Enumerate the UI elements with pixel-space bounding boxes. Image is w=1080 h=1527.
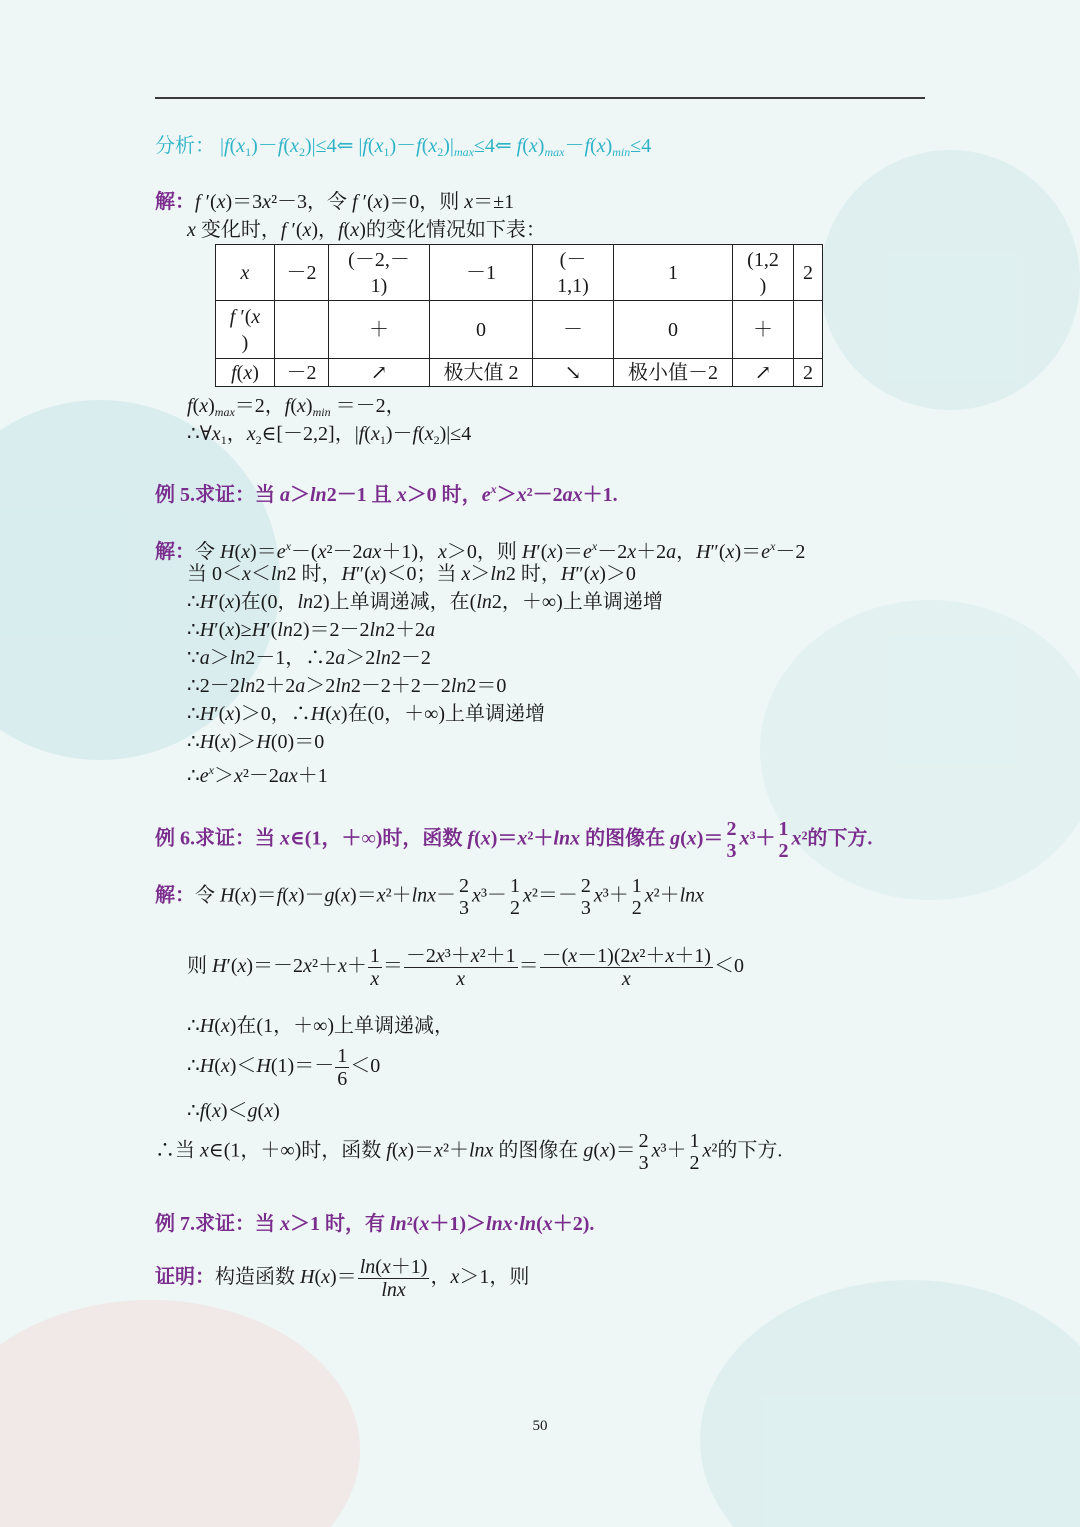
table-cell: 0 xyxy=(430,301,533,359)
table-cell xyxy=(794,301,823,359)
ex5-line7: ∴H′(x)＞0，∴H(x)在(0，＋∞)上单调递增 xyxy=(187,703,546,725)
table-cell: －1 xyxy=(430,245,533,301)
analysis-label: 分析： xyxy=(155,135,215,157)
table-cell: 极大值 2 xyxy=(430,359,533,387)
page-number: 50 xyxy=(532,1418,548,1434)
ex5-line6: ∴2－2ln2＋2a＞2ln2－2＋2－2ln2＝0 xyxy=(187,675,507,697)
table-cell: 1 xyxy=(614,245,733,301)
table-cell: －2 xyxy=(275,245,329,301)
ex5-line1: 解：令 $H(x)=e^x-(x^2-2ax+1)$，x＞0，则 $H'(x)=e^x-2x+2a$，$H''(x)=e^x-2$ xyxy=(155,539,806,563)
ex6-line3: ∴H(x)在(1，＋∞)上单调递减， xyxy=(187,1015,454,1037)
sol4-line4: $\therefore\forall x_1$，$x_2\in[-2,2]$，$|f(x_1)-f(x_2)|\le 4$ xyxy=(187,423,472,447)
analysis-text: $|f(x_1)-f(x_2)|\le 4⇐$ $|f(x_1)-f(x_2)|_{max}\le 4⇐$ $f(x)_{max}-f(x)_{min}\le 4$ xyxy=(220,135,652,159)
ex5-line2: 当 0＜x＜ln2 时，H″(x)＜0；当 x＞ln2 时，H″(x)＞0 xyxy=(187,563,636,585)
table-cell: ＋ xyxy=(329,301,430,359)
table-cell: ↗ xyxy=(733,359,794,387)
table-cell xyxy=(275,301,329,359)
ex5-line4: ∴H′(x)≥H′(ln2)＝2－2ln2＋2a xyxy=(187,619,436,641)
ex6-line2: 则 H′(x)＝－2x²＋x＋ $\frac{1}{x}$ ＝ $\frac{\text{－2x³＋x²＋1}}{x}$ ＝ $\frac{\text{－(x－1)(2x²＋x＋1)}}{x}$ ＜0 xyxy=(187,945,744,990)
table-cell: ↘ xyxy=(533,359,614,387)
ex5-line5: ∵a＞ln2－1，∴2a＞2ln2－2 xyxy=(187,647,431,669)
table-row xyxy=(216,359,823,387)
table-cell: x xyxy=(216,245,275,301)
header-rule xyxy=(155,97,925,99)
table-cell: ↗ xyxy=(329,359,430,387)
ex6-line1: 解：令 H(x)＝f(x)－g(x)＝x²＋lnx－ 2 3 x³－ 1 2 x²＝－ 2 3 x³＋ 1 2 x²＋lnx xyxy=(155,875,705,919)
table-cell: (1,2 ) xyxy=(733,245,794,301)
table-row xyxy=(216,301,823,359)
ex6-line4: ∴H(x)＜H(1)＝－ $\frac{1}{6}$ ＜0 xyxy=(187,1045,381,1090)
sol4-line2: x 变化时，f ′(x)，f(x)的变化情况如下表： xyxy=(187,219,546,241)
ex5-line9: $\therefore e^x>x^2-2ax+1$ xyxy=(187,763,328,787)
ex5-line3: ∴H′(x)在(0，ln2)上单调递减，在(ln2，＋∞)上单调递增 xyxy=(187,591,663,613)
ex5-title: 例 5.求证：当 a＞ln2－1 且 x＞0 时，$e^x>x^2-2ax+1$. xyxy=(155,482,618,506)
sol4-line3: $f(x)_{max}=2$，$f(x)_{min} =-2$， xyxy=(187,395,406,419)
table-cell: 2 xyxy=(794,359,823,387)
table-cell: 0 xyxy=(614,301,733,359)
table-cell: (－2,－ 1) xyxy=(329,245,430,301)
ex7-line1: 证明：构造函数 H(x)＝ $\frac{\ln(x+1)}{\ln x}$ ，x＞1，则 xyxy=(155,1256,530,1301)
table-cell: －2 xyxy=(275,359,329,387)
table-row xyxy=(216,245,823,301)
ex6-title: 例 6.求证：当 x∈(1，＋∞)时，函数 f(x)＝x²＋lnx 的图像在 g(x)＝ 2 3 x³＋ 1 2 x²的下方. xyxy=(155,818,873,862)
table-cell: ＋ xyxy=(733,301,794,359)
table-cell: － xyxy=(533,301,614,359)
ex6-line6: ∴当 x∈(1，＋∞)时，函数 f(x)＝x²＋lnx 的图像在 g(x)＝ 2 3 x³＋ 1 2 x²的下方. xyxy=(155,1130,783,1174)
ex6-line5: ∴f(x)＜g(x) xyxy=(187,1100,280,1122)
analysis-line xyxy=(155,133,651,165)
table-cell: 极小值－2 xyxy=(614,359,733,387)
sol4-line1: 解：f ′(x)＝3x²－3，令 f ′(x)＝0，则 x＝±1 xyxy=(155,191,515,213)
table-cell: 2 xyxy=(794,245,823,301)
ex5-line8: ∴H(x)＞H(0)＝0 xyxy=(187,731,325,753)
table-cell: f(x) xyxy=(216,359,275,387)
table-cell: f ′(x ) xyxy=(216,301,275,359)
table-cell: (－ 1,1) xyxy=(533,245,614,301)
variation-table xyxy=(215,244,823,387)
ex7-title: 例 7.求证：当 x＞1 时，有 ln²(x＋1)＞lnx·ln(x＋2). xyxy=(155,1213,595,1235)
